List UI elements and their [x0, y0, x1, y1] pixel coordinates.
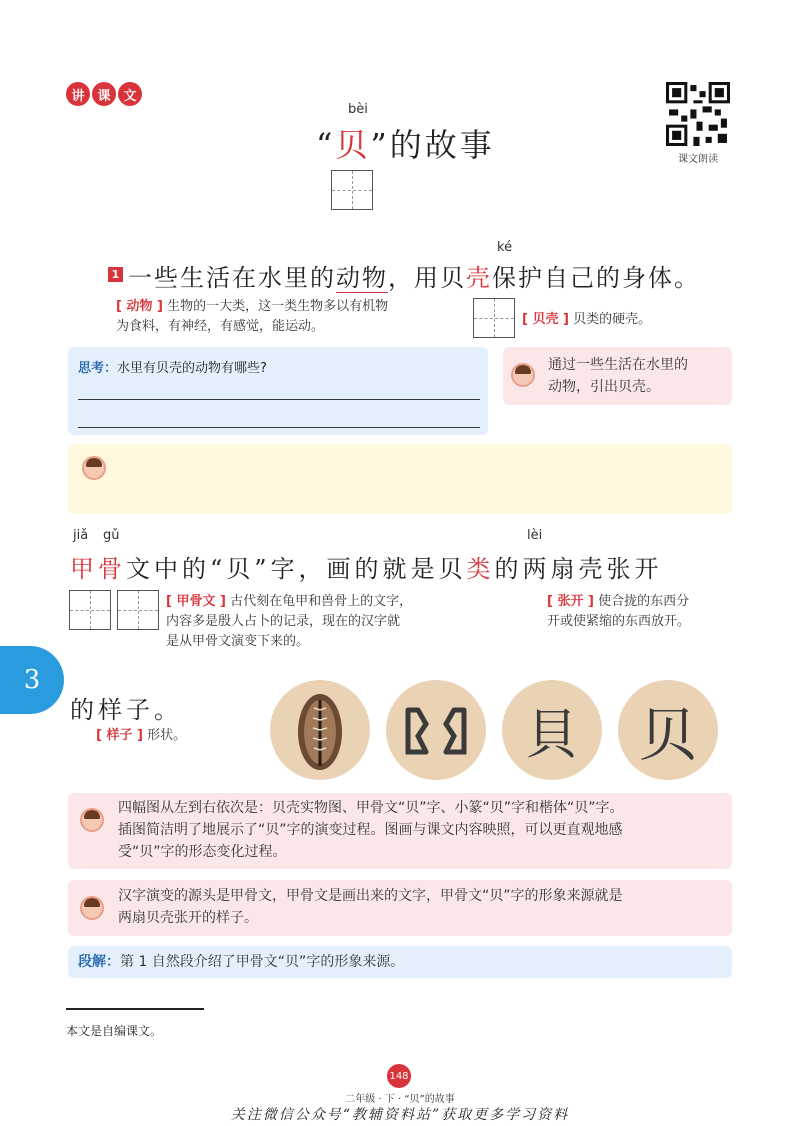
analysis-line: 四幅图从左到右依次是：贝壳实物图、甲骨文“贝”字、小篆“贝”字和楷体“贝”字。: [118, 800, 624, 816]
analysis-text: [118, 885, 728, 929]
think-label: 思考: [78, 361, 105, 376]
note-text: 贝类的硬壳。: [573, 312, 652, 327]
title-pinyin: bèi: [348, 102, 368, 117]
tip-text: [548, 354, 688, 398]
note-text: 生物的一大类，这一类生物多以有机物: [167, 299, 389, 314]
page-title: [316, 120, 495, 166]
pinyin-ke: ké: [497, 240, 513, 255]
p1-text-e: 保护自己的身体。: [492, 264, 700, 292]
badge-char: 讲: [66, 82, 90, 106]
p1-text-c: ，用贝: [388, 264, 466, 292]
shell-photo: [270, 680, 370, 780]
p2-char-lei: 类: [466, 555, 495, 583]
footnote-divider: [66, 1008, 204, 1010]
p2-text-c: 文中的“贝”字，画的就是贝: [126, 555, 467, 583]
note-zhangkai: [547, 592, 737, 632]
analysis-line: 两扇贝壳张开的样子。: [118, 910, 258, 926]
chapter-tab: 3: [0, 646, 64, 714]
note-tag: [ 贝壳 ]: [522, 312, 569, 327]
note-tag: [ 甲骨文 ]: [166, 594, 226, 609]
teacher-avatar-icon: [511, 363, 535, 387]
seal-bei: 貝: [525, 702, 579, 766]
writing-grid: [117, 590, 159, 630]
pinyin-jia: jiǎ: [73, 528, 89, 543]
note-yangzi: [96, 726, 186, 746]
note-tag: [ 样子 ]: [96, 728, 143, 743]
badge-char: 文: [118, 82, 142, 106]
think-text: 水里有贝壳的动物有哪些?: [117, 361, 267, 376]
paragraph-2-text: [70, 549, 663, 584]
qr-label: 课文朗读: [678, 154, 718, 165]
oracle-bone-character: [386, 680, 486, 780]
pinyin-gu: gǔ: [103, 528, 120, 543]
page-number: 148: [387, 1064, 411, 1088]
note-text: 为食料，有神经，有感觉，能运动。: [116, 319, 325, 334]
pinyin-lei: lèi: [527, 528, 543, 543]
writing-grid: [331, 170, 373, 210]
kai-bei: 贝: [638, 701, 697, 769]
qr-code-icon[interactable]: [666, 82, 730, 146]
student-avatar-icon: [82, 456, 106, 480]
analysis-line: 插图简洁明了地展示了“贝”字的演变过程。图画与课文内容映照，可以更直观地感: [118, 822, 623, 838]
lesson-badge: [66, 82, 142, 106]
regular-script-character: [618, 680, 718, 780]
title-char: 贝: [335, 126, 371, 164]
note-tag: [ 张开 ]: [547, 594, 594, 609]
writing-grid: [473, 298, 515, 338]
note-dongwu: [116, 297, 466, 337]
teacher-avatar-icon: [80, 808, 104, 832]
p1-text-a: 一些生活在水里的: [128, 264, 336, 292]
paragraph-1-text: [128, 258, 700, 293]
note-beike: [522, 310, 651, 330]
note-text: 内容多是殷人占卜的记录，现在的汉字就: [166, 614, 401, 629]
paragraph-2-end: 的样子。: [70, 696, 182, 724]
note-text: 开或使紧缩的东西放开。: [547, 614, 691, 629]
note-text: 古代刻在龟甲和兽骨上的文字，: [230, 594, 413, 609]
note-jiaguwen: [166, 592, 496, 652]
notes-box: [68, 444, 732, 514]
paragraph-number: 1: [108, 267, 123, 282]
note-text: 使合拢的东西分: [598, 594, 690, 609]
promo-text: 关注微信公众号“教辅资料站”获取更多学习资料: [230, 1107, 570, 1123]
badge-char: 课: [92, 82, 116, 106]
analysis-text: [118, 797, 728, 863]
running-footer: 二年级 · 下 · “贝”的故事: [345, 1094, 455, 1105]
footnote: 本文是自编课文。: [66, 1024, 163, 1038]
answer-line[interactable]: [78, 399, 480, 400]
summary-label: 段解: [78, 954, 106, 970]
think-question: [78, 357, 267, 376]
summary-body: 第 1 自然段介绍了甲骨文“贝”字的形象来源。: [120, 954, 405, 970]
answer-line[interactable]: [78, 427, 480, 428]
seal-script-character: [502, 680, 602, 780]
think-colon: ：: [104, 361, 118, 376]
summary-text: [78, 951, 404, 973]
p2-text-e: 的两扇壳张开: [494, 555, 663, 583]
note-tag: [ 动物 ]: [116, 299, 163, 314]
p2-char-gu: 骨: [98, 555, 126, 583]
note-text: 形状。: [147, 728, 187, 743]
summary-colon: ：: [106, 954, 120, 970]
teacher-avatar-icon: [80, 896, 104, 920]
analysis-line: 受“贝”字的形态变化过程。: [118, 844, 287, 860]
oracle-bei-icon: [386, 680, 486, 780]
p1-word-dongwu: 动物: [336, 264, 388, 292]
tip-line: 动物，引出贝壳。: [548, 379, 660, 395]
writing-grid: [69, 590, 111, 630]
cowrie-shell-icon: [270, 680, 370, 780]
p1-char-ke: 壳: [466, 264, 492, 292]
tip-line: 通过一些生活在水里的: [548, 357, 688, 373]
note-text: 是从甲骨文演变下来的。: [166, 634, 310, 649]
title-rest: ”的故事: [370, 126, 495, 164]
analysis-line: 汉字演变的源头是甲骨文，甲骨文是画出来的文字，甲骨文“贝”字的形象来源就是: [118, 888, 623, 904]
p2-char-jia: 甲: [70, 555, 98, 583]
title-open-quote: “: [316, 126, 336, 164]
